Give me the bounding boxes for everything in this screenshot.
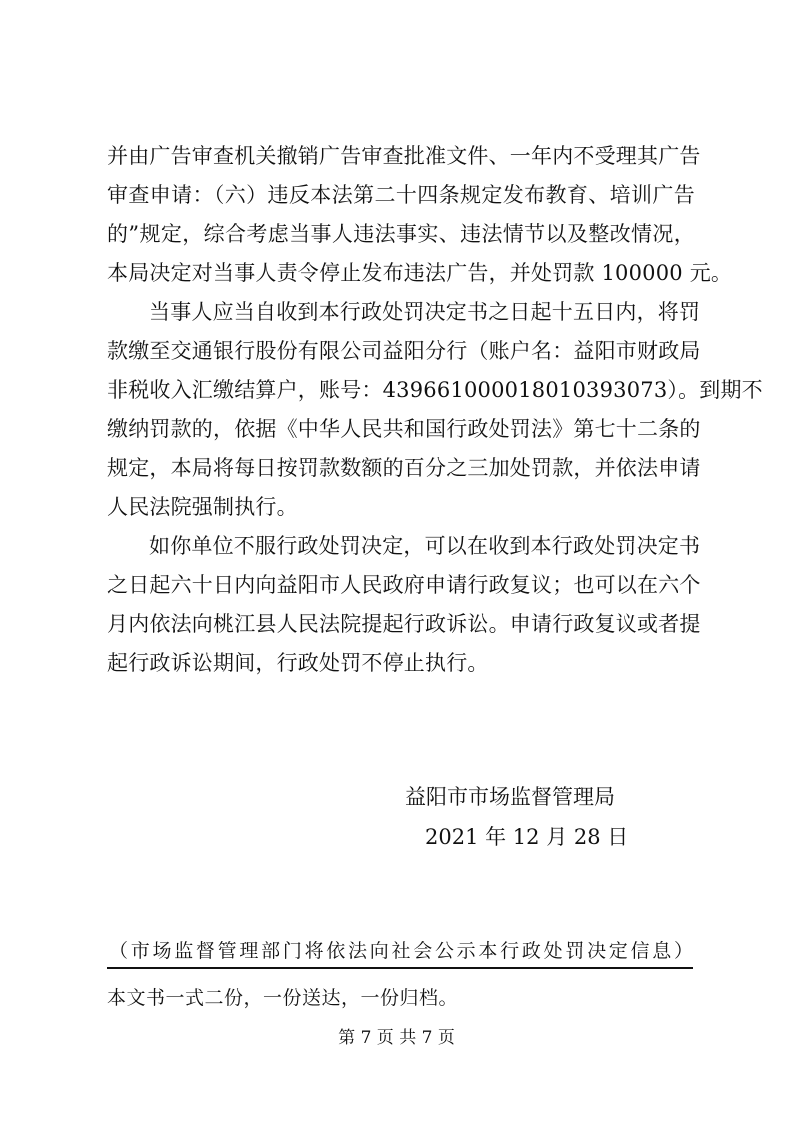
- body-line-7: 非税收入汇缴结算户，账号：43966100001801039307​3）。到期不: [107, 378, 763, 402]
- body-line-14: 起行政诉讼期间，行政处罚不停止执行。: [107, 651, 489, 675]
- body-line-1: 并由广告审查机关撤销广告审查批准文件、一年内不受理其广告: [107, 144, 701, 168]
- body-line-3: 的”规定，综合考虑当事人违法事实、违法情节以及整改情况，: [107, 222, 695, 246]
- body-line-6: 款缴至交通银行股份有限公司益阳分行（账户名：益阳市财政局: [107, 339, 701, 363]
- body-line-11: 如你单位不服行政处罚决定，可以在收到本行政处罚决定书: [149, 534, 701, 558]
- signature-date: 2021 年 12 月 28 日: [425, 825, 629, 849]
- body-line-13: 月内依法向桃江县人民法院提起行政诉讼。申请行政复议或者提: [107, 612, 701, 636]
- body-line-8: 缴纳罚款的，依据《中华人民共和国行政处罚法》第七十二条的: [107, 417, 701, 441]
- signature-organization: 益阳市市场监督管理局: [405, 785, 615, 809]
- body-line-2: 审查申请：（六）违反本法第二十四条规定发布教育、培训广告: [107, 183, 695, 207]
- notice-underline: [107, 967, 693, 969]
- body-line-9: 规定，本局将每日按罚款数额的百分之三加处罚款，并依法申请: [107, 456, 701, 480]
- body-line-5: 当事人应当自收到本行政处罚决定书之日起十五日内，将罚: [149, 300, 701, 324]
- body-line-4: 本局决定对当事人责令停止发布违法广告，并处罚款 100000 元。: [107, 261, 733, 285]
- public-notice: （市场监督管理部门将依法向社会公示本行政处罚决定信息）: [109, 940, 693, 962]
- body-line-10: 人民法院强制执行。: [107, 495, 298, 519]
- body-line-12: 之日起六十日内向益阳市人民政府申请行政复议；也可以在六个: [107, 573, 701, 597]
- page-number: 第 7 页 共 7 页: [338, 1028, 455, 1048]
- copies-note: 本文书一式二份，一份送达，一份归档。: [107, 987, 459, 1009]
